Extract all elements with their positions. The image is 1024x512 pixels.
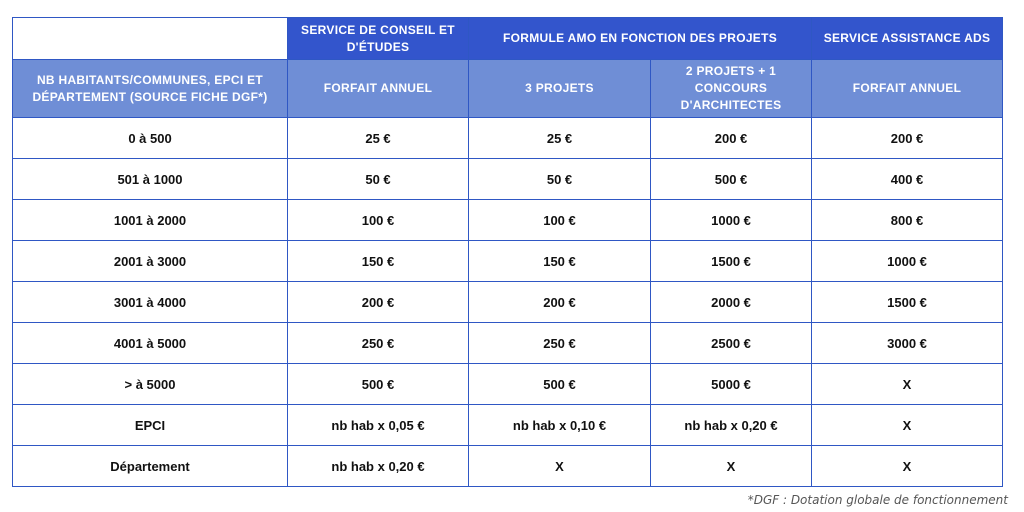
cell-2-projets-concours: 5000 € [651,364,812,405]
header-row-sub [13,60,1003,118]
row-label: 501 à 1000 [13,159,288,200]
cell-3-projets: 500 € [469,364,651,405]
cell-3-projets: 200 € [469,282,651,323]
cell-ads: 3000 € [812,323,1003,364]
row-label: 4001 à 5000 [13,323,288,364]
table-row [13,200,1003,241]
cell-ads: X [812,405,1003,446]
header-2-projets-concours: 2 PROJETS + 1 CONCOURS D'ARCHITECTES [651,60,812,118]
header-3-projets: 3 PROJETS [469,60,651,118]
header-forfait-annuel-conseil: FORFAIT ANNUEL [288,60,469,118]
cell-conseil: 25 € [288,118,469,159]
header-forfait-annuel-ads: FORFAIT ANNUEL [812,60,1003,118]
cell-ads: 200 € [812,118,1003,159]
header-service-conseil: SERVICE DE CONSEIL ET D'ÉTUDES [288,18,469,60]
cell-ads: 1500 € [812,282,1003,323]
header-row-groups [13,18,1003,60]
table-row [13,323,1003,364]
cell-conseil: 200 € [288,282,469,323]
table-row [13,118,1003,159]
table-row [13,446,1003,487]
cell-2-projets-concours: X [651,446,812,487]
row-label: > à 5000 [13,364,288,405]
cell-2-projets-concours: 200 € [651,118,812,159]
table-row [13,364,1003,405]
cell-3-projets: 100 € [469,200,651,241]
row-label: EPCI [13,405,288,446]
cell-conseil: 100 € [288,200,469,241]
row-label: 3001 à 4000 [13,282,288,323]
cell-conseil: 250 € [288,323,469,364]
cell-conseil: 50 € [288,159,469,200]
cell-ads: X [812,446,1003,487]
cell-3-projets: 150 € [469,241,651,282]
cell-2-projets-concours: 2000 € [651,282,812,323]
table-row [13,282,1003,323]
cell-conseil: nb hab x 0,20 € [288,446,469,487]
row-label: 0 à 500 [13,118,288,159]
cell-conseil: 150 € [288,241,469,282]
header-service-ads: SERVICE ASSISTANCE ADS [812,18,1003,60]
cell-2-projets-concours: 2500 € [651,323,812,364]
row-label: 1001 à 2000 [13,200,288,241]
row-label: Département [13,446,288,487]
cell-3-projets: 250 € [469,323,651,364]
tarifs-table [12,17,1003,487]
cell-ads: 400 € [812,159,1003,200]
header-nb-habitants: NB HABITANTS/COMMUNES, EPCI ET DÉPARTEMENT (SOURCE FICHE DGF*) [13,60,288,118]
cell-3-projets: X [469,446,651,487]
table-row [13,241,1003,282]
cell-3-projets: 25 € [469,118,651,159]
cell-2-projets-concours: 1000 € [651,200,812,241]
row-label: 2001 à 3000 [13,241,288,282]
cell-3-projets: 50 € [469,159,651,200]
cell-2-projets-concours: nb hab x 0,20 € [651,405,812,446]
footnote-dgf: *DGF : Dotation globale de fonctionnement [747,493,1008,507]
cell-conseil: 500 € [288,364,469,405]
header-blank-cell [13,18,288,60]
header-formule-amo: FORMULE AMO EN FONCTION DES PROJETS [469,18,812,60]
cell-ads: X [812,364,1003,405]
cell-2-projets-concours: 500 € [651,159,812,200]
cell-conseil: nb hab x 0,05 € [288,405,469,446]
cell-3-projets: nb hab x 0,10 € [469,405,651,446]
cell-ads: 1000 € [812,241,1003,282]
cell-ads: 800 € [812,200,1003,241]
cell-2-projets-concours: 1500 € [651,241,812,282]
table-row [13,159,1003,200]
table-row [13,405,1003,446]
